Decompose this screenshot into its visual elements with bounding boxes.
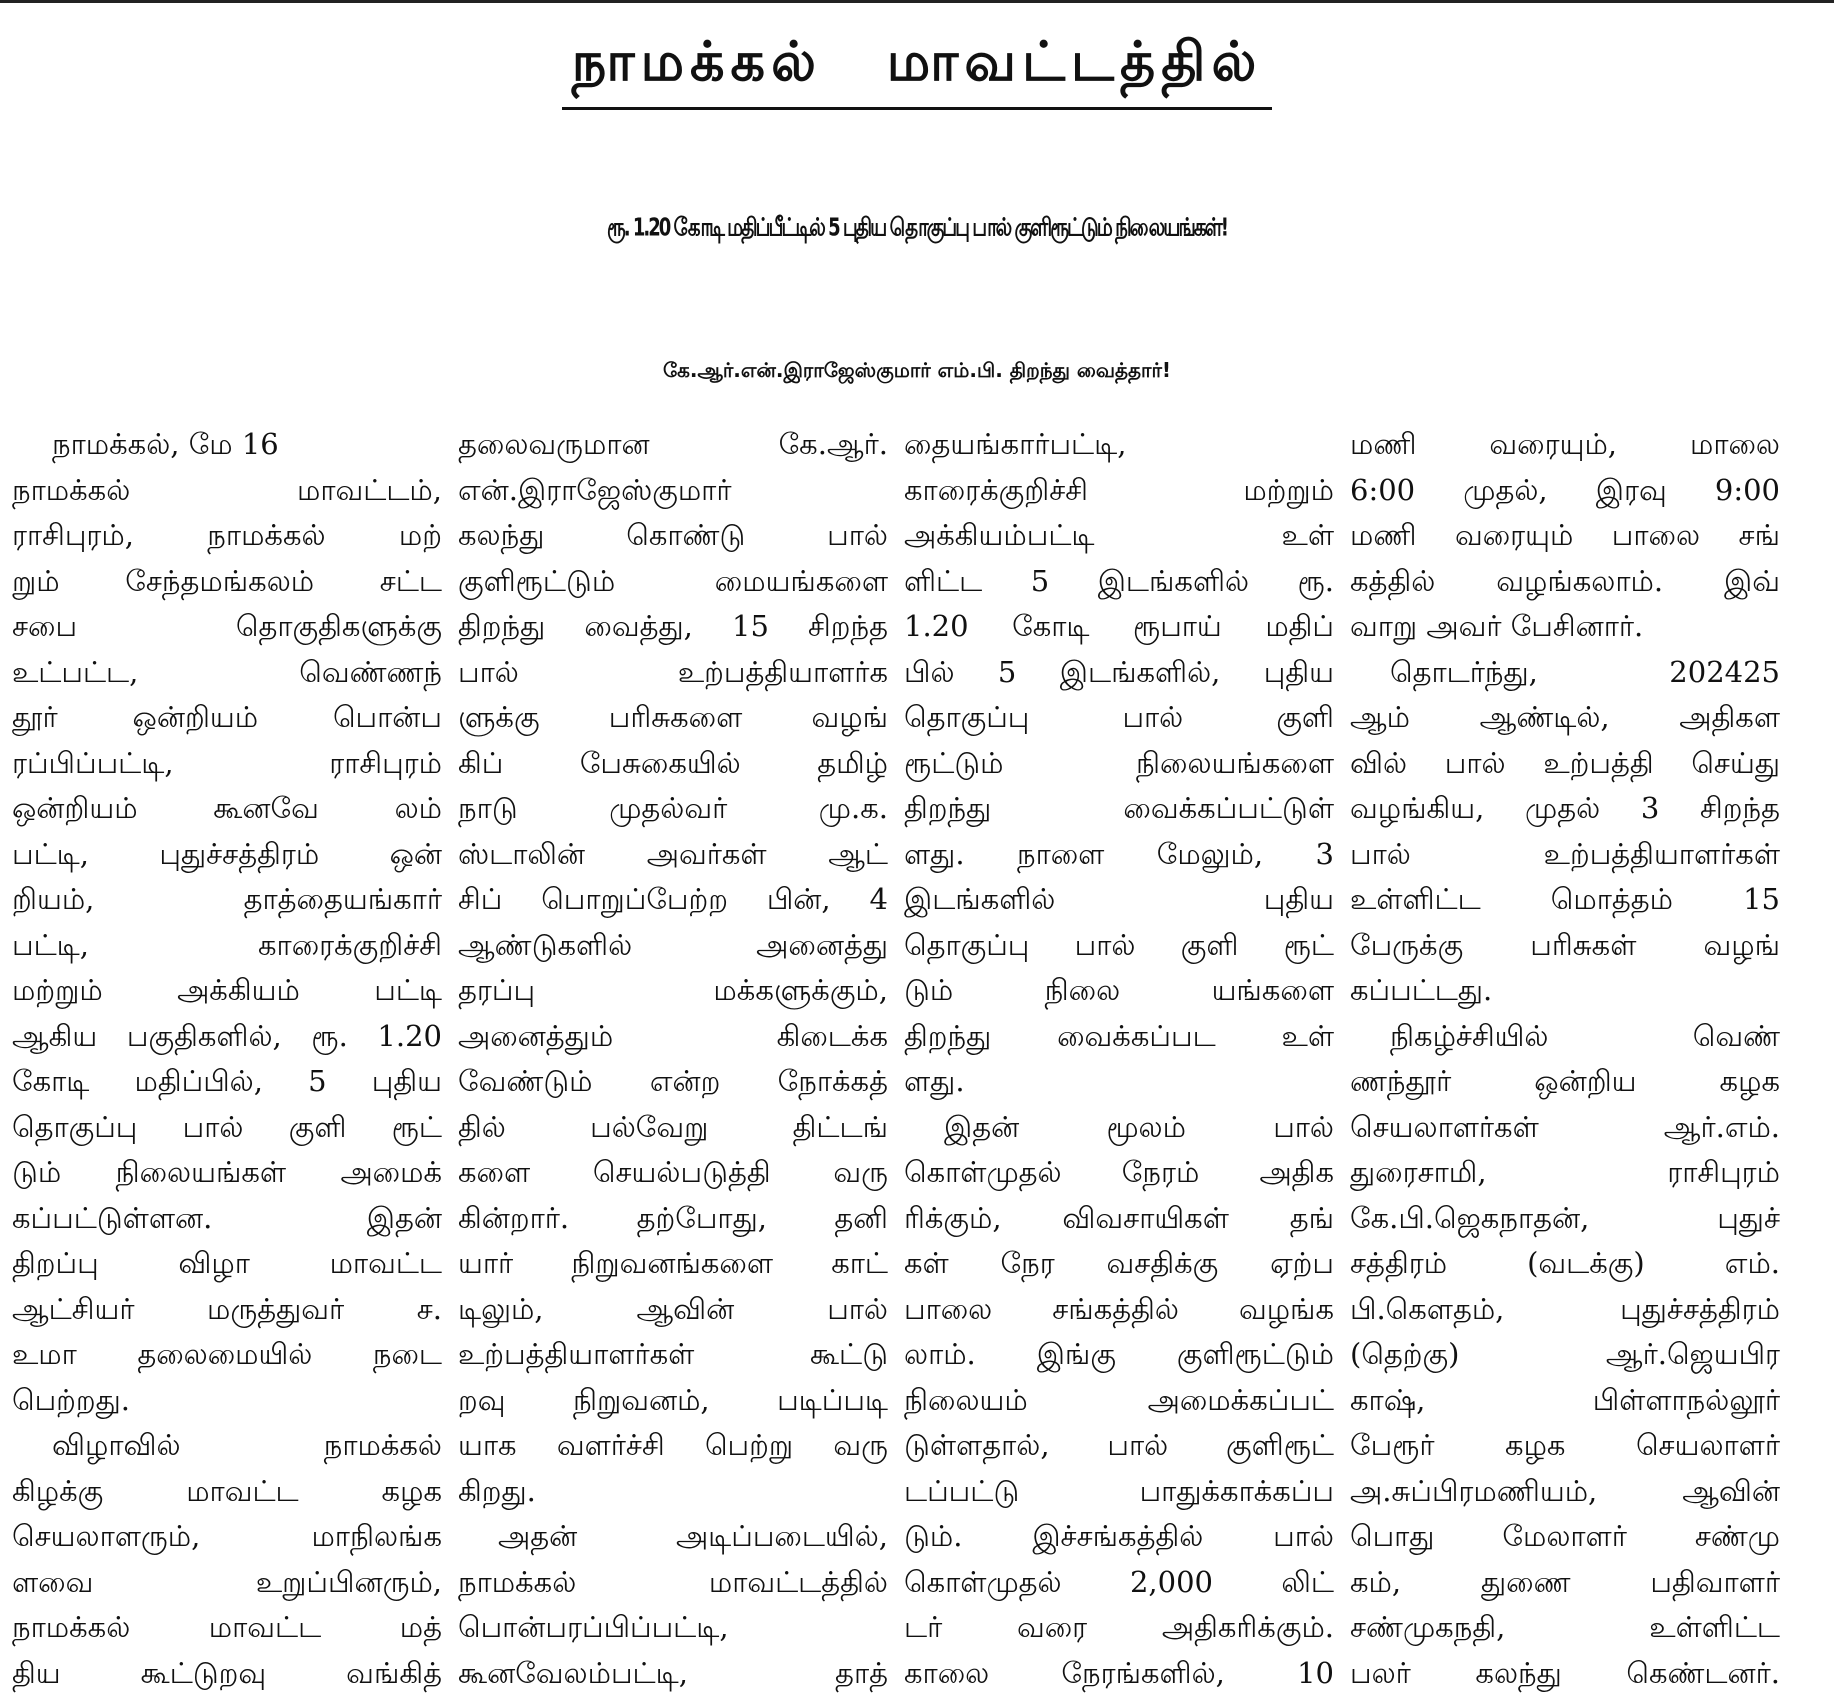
article-line: என்.இராஜேஸ்குமார் [458, 468, 888, 514]
article-line: நாமக்கல் மாவட்ட மத் [12, 1605, 442, 1651]
article-body [4, 422, 1830, 1668]
article-line: கே.பி.ஜெகநாதன், புதுச் [1350, 1196, 1780, 1242]
top-rule [0, 0, 1834, 3]
article-line: கோடி மதிப்பில், 5 புதிய [12, 1059, 442, 1105]
article-line: கூனவேலம்பட்டி, தாத் [458, 1651, 888, 1696]
article-line: பெற்றது. [12, 1378, 442, 1424]
article-line: உற்பத்தியாளர்கள் கூட்டு [458, 1332, 888, 1378]
article-line: பேரூர் கழக செயலாளர் [1350, 1423, 1780, 1469]
article-line: டர் வரை அதிகரிக்கும். [904, 1605, 1334, 1651]
article-line: ளவை உறுப்பினரும், [12, 1560, 442, 1606]
article-line: வில் பால் உற்பத்தி செய்து [1350, 741, 1780, 787]
article-line: டிலும், ஆவின் பால் [458, 1287, 888, 1333]
kicker [0, 30, 1834, 110]
article-line: சபை தொகுதிகளுக்கு [12, 604, 442, 650]
article-line: தலைவருமான கே.ஆர். [458, 422, 888, 468]
article-line: பலர் கலந்து கெண்டனர். [1350, 1651, 1780, 1696]
article-line: டும் நிலையங்கள் அமைக் [12, 1150, 442, 1196]
article-line: உள்ளிட்ட மொத்தம் 15 [1350, 877, 1780, 923]
article-line: ளது. [904, 1059, 1334, 1105]
article-line: றும் சேந்தமங்கலம் சட்ட [12, 559, 442, 605]
article-line: இடங்களில் புதிய [904, 877, 1334, 923]
article-line: 1.20 கோடி ரூபாய் மதிப் [904, 604, 1334, 650]
article-line: திறந்து வைத்து, 15 சிறந்த [458, 604, 888, 650]
article-line: நாமக்கல், மே 16 [12, 422, 442, 468]
article-line: லாம். இங்கு குளிரூட்டும் [904, 1332, 1334, 1378]
article-line: பில் 5 இடங்களில், புதிய [904, 650, 1334, 696]
article-line: திய கூட்டுறவு வங்கித் [12, 1651, 442, 1696]
article-line: உட்பட்ட, வெண்ணந் [12, 650, 442, 696]
article-column-4 [1342, 422, 1788, 1668]
article-line: கின்றார். தற்போது, தனி [458, 1196, 888, 1242]
subheadline: கே.ஆர்.என்.இராஜேஸ்குமார் எம்.பி. திறந்து வைத்தார்! [0, 330, 1834, 410]
article-line: துரைசாமி, ராசிபுரம் [1350, 1150, 1780, 1196]
article-line: சத்திரம் (வடக்கு) எம். [1350, 1241, 1780, 1287]
article-line: அக்கியம்பட்டி உள் [904, 513, 1334, 559]
article-line: விழாவில் நாமக்கல் [12, 1423, 442, 1469]
article-line: நாமக்கல் மாவட்டம், [12, 468, 442, 514]
article-line: உமா தலைமையில் நடை [12, 1332, 442, 1378]
article-line: மற்றும் அக்கியம் பட்டி [12, 968, 442, 1014]
article-line: பொன்பரப்பிப்பட்டி, [458, 1605, 888, 1651]
article-line: கொள்முதல் நேரம் அதிக [904, 1150, 1334, 1196]
article-line: றியம், தாத்தையங்கார் [12, 877, 442, 923]
article-line: கிறது. [458, 1469, 888, 1515]
article-line: அனைத்தும் கிடைக்க [458, 1014, 888, 1060]
article-line: திறப்பு விழா மாவட்ட [12, 1241, 442, 1287]
article-line: வாறு அவர் பேசினார். [1350, 604, 1780, 650]
headline: ரூ. 1.20 கோடி மதிப்பீட்டில் 5 புதிய தொகுப்பு பால் குளிரூட்டும் நிலையங்கள்! [0, 158, 1834, 296]
article-line: செயலாளரும், மாநிலங்க [12, 1514, 442, 1560]
article-line: சிப் பொறுப்பேற்ற பின், 4 [458, 877, 888, 923]
article-line: ராசிபுரம், நாமக்கல் மற் [12, 513, 442, 559]
article-line: ரப்பிப்பட்டி, ராசிபுரம் [12, 741, 442, 787]
article-line: தில் பல்வேறு திட்டங் [458, 1105, 888, 1151]
article-line: ளது. நாளை மேலும், 3 [904, 832, 1334, 878]
article-line: ஆட்சியர் மருத்துவர் ச. [12, 1287, 442, 1333]
article-line: நிகழ்ச்சியில் வெண் [1350, 1014, 1780, 1060]
article-line: 6:00 முதல், இரவு 9:00 [1350, 468, 1780, 514]
article-line: ளுக்கு பரிசுகளை வழங் [458, 695, 888, 741]
article-line: ஸ்டாலின் அவர்கள் ஆட் [458, 832, 888, 878]
article-line: அ.சுப்பிரமணியம், ஆவின் [1350, 1469, 1780, 1515]
article-line: செயலாளர்கள் ஆர்.எம். [1350, 1105, 1780, 1151]
article-line: பேருக்கு பரிசுகள் வழங் [1350, 923, 1780, 969]
article-line: ஒன்றியம் கூனவே லம் [12, 786, 442, 832]
article-line: அதன் அடிப்படையில், [458, 1514, 888, 1560]
article-line: டும். இச்சங்கத்தில் பால் [904, 1514, 1334, 1560]
article-line: பால் உற்பத்தியாளர்க [458, 650, 888, 696]
article-line: பொது மேலாளர் சண்மு [1350, 1514, 1780, 1560]
article-line: தொகுப்பு பால் குளி [904, 695, 1334, 741]
article-line: சண்முகநதி, உள்ளிட்ட [1350, 1605, 1780, 1651]
article-line: தரப்பு மக்களுக்கும், [458, 968, 888, 1014]
article-line: ஆண்டுகளில் அனைத்து [458, 923, 888, 969]
article-line: இதன் மூலம் பால் [904, 1105, 1334, 1151]
article-line: கத்தில் வழங்கலாம். இவ் [1350, 559, 1780, 605]
article-line: டுள்ளதால், பால் குளிரூட் [904, 1423, 1334, 1469]
article-line: களை செயல்படுத்தி வரு [458, 1150, 888, 1196]
article-line: திறந்து வைக்கப்பட உள் [904, 1014, 1334, 1060]
article-line: யாக வளர்ச்சி பெற்று வரு [458, 1423, 888, 1469]
article-line: ரிக்கும், விவசாயிகள் தங் [904, 1196, 1334, 1242]
article-line: தூர் ஒன்றியம் பொன்ப [12, 695, 442, 741]
article-column-3 [896, 422, 1342, 1668]
article-line: கலந்து கொண்டு பால் [458, 513, 888, 559]
article-line: டும் நிலை யங்களை [904, 968, 1334, 1014]
article-line: கம், துணை பதிவாளர் [1350, 1560, 1780, 1606]
article-line: பட்டி, புதுச்சத்திரம் ஒன் [12, 832, 442, 878]
article-line: காலை நேரங்களில், 10 [904, 1651, 1334, 1696]
article-line: கொள்முதல் 2,000 லிட் [904, 1560, 1334, 1606]
article-line: நாமக்கல் மாவட்டத்தில் [458, 1560, 888, 1606]
article-line: பால் உற்பத்தியாளர்கள் [1350, 832, 1780, 878]
article-line: பி.கௌதம், புதுச்சத்திரம் [1350, 1287, 1780, 1333]
article-line: தொடர்ந்து, 202425 [1350, 650, 1780, 696]
article-line: கள் நேர வசதிக்கு ஏற்ப [904, 1241, 1334, 1287]
article-line: கப்பட்டுள்ளன. இதன் [12, 1196, 442, 1242]
article-line: தையங்கார்பட்டி, [904, 422, 1334, 468]
kicker-text: நாமக்கல் மாவட்டத்தில் [562, 30, 1273, 110]
article-line: குளிரூட்டும் மையங்களை [458, 559, 888, 605]
article-line: ஆகிய பகுதிகளில், ரூ. 1.20 [12, 1014, 442, 1060]
article-line: தொகுப்பு பால் குளி ரூட் [12, 1105, 442, 1151]
article-line: ரூட்டும் நிலையங்களை [904, 741, 1334, 787]
article-line: நிலையம் அமைக்கப்பட் [904, 1378, 1334, 1424]
article-line: ளிட்ட 5 இடங்களில் ரூ. [904, 559, 1334, 605]
article-line: காஷ், பிள்ளாநல்லூர் [1350, 1378, 1780, 1424]
article-line: திறந்து வைக்கப்பட்டுள் [904, 786, 1334, 832]
article-column-1 [4, 422, 450, 1668]
article-line: மணி வரையும் பாலை சங் [1350, 513, 1780, 559]
article-line: பாலை சங்கத்தில் வழங்க [904, 1287, 1334, 1333]
article-line: நாடு முதல்வர் மு.க. [458, 786, 888, 832]
article-line: கிப் பேசுகையில் தமிழ் [458, 741, 888, 787]
article-line: ஆம் ஆண்டில், அதிகள [1350, 695, 1780, 741]
article-line: ணந்தூர் ஒன்றிய கழக [1350, 1059, 1780, 1105]
article-line: பட்டி, காரைக்குறிச்சி [12, 923, 442, 969]
article-line: வேண்டும் என்ற நோக்கத் [458, 1059, 888, 1105]
article-line: மணி வரையும், மாலை [1350, 422, 1780, 468]
article-line: கிழக்கு மாவட்ட கழக [12, 1469, 442, 1515]
article-line: (தெற்கு) ஆர்.ஜெயபிர [1350, 1332, 1780, 1378]
article-line: கப்பட்டது. [1350, 968, 1780, 1014]
article-line: வழங்கிய, முதல் 3 சிறந்த [1350, 786, 1780, 832]
article-line: யார் நிறுவனங்களை காட் [458, 1241, 888, 1287]
article-column-2 [450, 422, 896, 1668]
article-line: றவு நிறுவனம், படிப்படி [458, 1378, 888, 1424]
article-line: காரைக்குறிச்சி மற்றும் [904, 468, 1334, 514]
article-line: டப்பட்டு பாதுக்காக்கப்ப [904, 1469, 1334, 1515]
article-line: தொகுப்பு பால் குளி ரூட் [904, 923, 1334, 969]
